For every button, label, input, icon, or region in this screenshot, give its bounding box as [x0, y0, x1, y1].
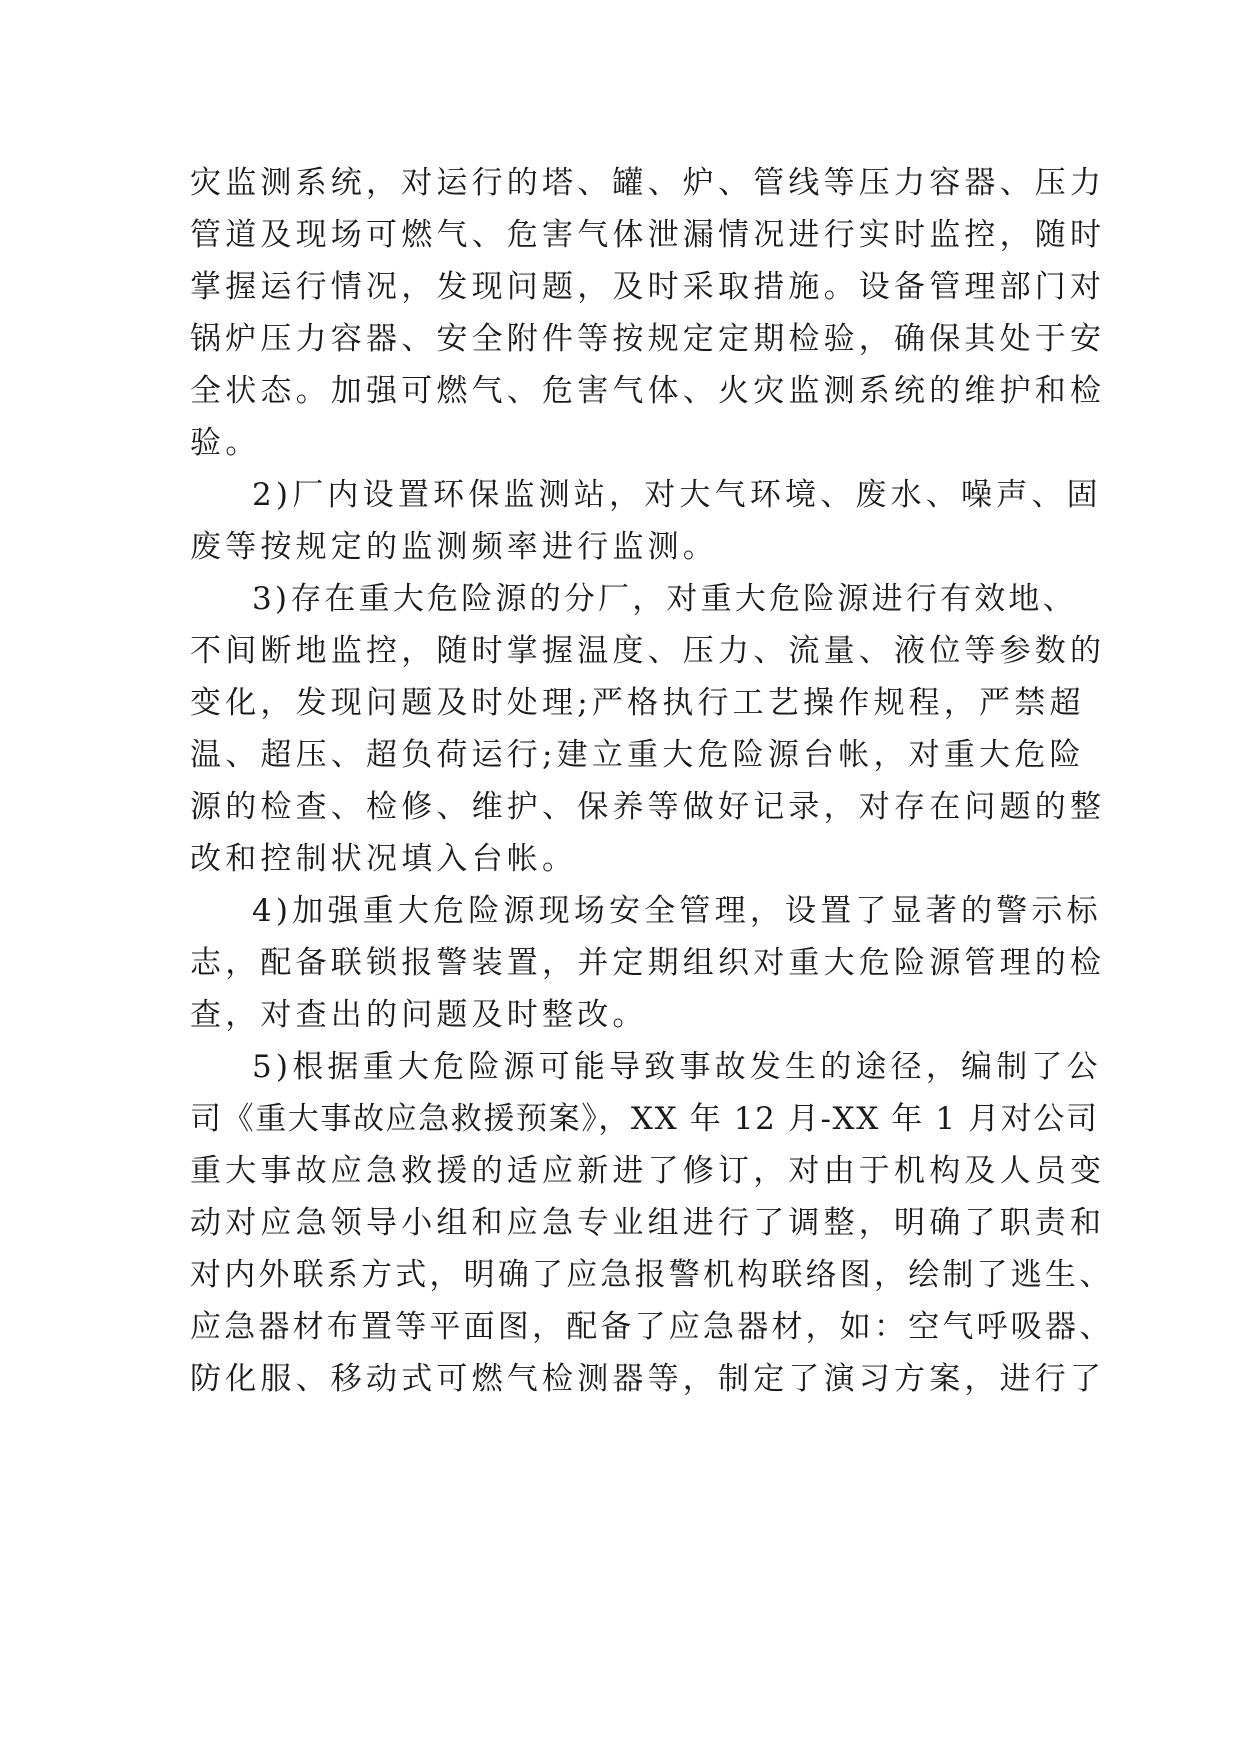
- text-line: 温、超压、超负荷运行;建立重大危险源台帐，对重大危险: [190, 737, 1085, 773]
- text-line: 司《重大事故应急救援预案》，XX 年 12 月-XX 年 1 月对公司: [190, 1101, 1099, 1137]
- text-line: 灾监测系统，对运行的塔、罐、炉、管线等压力容器、压力: [190, 165, 1106, 201]
- text-line: 志，配备联锁报警装置，并定期组织对重大危险源管理的检: [190, 945, 1106, 981]
- text-line: 5)根据重大危险源可能导致事故发生的途径，编制了公: [252, 1049, 1102, 1085]
- paragraph-1: [190, 157, 1106, 469]
- text-line: 掌握运行情况，发现问题，及时采取措施。设备管理部门对: [190, 269, 1106, 305]
- text-line: 废等按规定的监测频率进行监测。: [190, 529, 718, 565]
- text-line: 3)存在重大危险源的分厂，对重大危险源进行有效地、: [252, 581, 1077, 617]
- text-line: 防化服、移动式可燃气检测器等，制定了演习方案，进行了: [190, 1361, 1106, 1397]
- text-line: 2)厂内设置环保监测站，对大气环境、废水、噪声、固: [252, 477, 1102, 513]
- text-line: 查，对查出的问题及时整改。: [190, 997, 648, 1033]
- text-line: 动对应急领导小组和应急专业组进行了调整，明确了职责和: [190, 1205, 1106, 1241]
- document-body: [190, 157, 1114, 1405]
- text-line: 对内外联系方式，明确了应急报警机构联络图，绘制了逃生、: [190, 1257, 1114, 1293]
- text-line: 锅炉压力容器、安全附件等按规定定期检验，确保其处于安: [190, 321, 1106, 357]
- text-line: 不间断地监控，随时掌握温度、压力、流量、液位等参数的: [190, 633, 1106, 669]
- text-line: 全状态。加强可燃气、危害气体、火灾监测系统的维护和检: [190, 373, 1106, 409]
- paragraph-5: [190, 1041, 1114, 1405]
- text-line: 4)加强重大危险源现场安全管理，设置了显著的警示标: [252, 893, 1102, 929]
- text-line: 管道及现场可燃气、危害气体泄漏情况进行实时监控，随时: [190, 217, 1106, 253]
- text-line: 变化，发现问题及时处理;严格执行工艺操作规程，严禁超: [190, 685, 1085, 721]
- paragraph-2: [190, 469, 1102, 573]
- paragraph-4: [190, 885, 1106, 1041]
- paragraph-3: [190, 573, 1106, 885]
- text-line: 应急器材布置等平面图，配备了应急器材，如：空气呼吸器、: [190, 1309, 1114, 1345]
- text-line: 验。: [190, 425, 261, 461]
- text-line: 改和控制状况填入台帐。: [190, 841, 578, 877]
- text-line: 重大事故应急救援的适应新进了修订，对由于机构及人员变: [190, 1153, 1106, 1189]
- text-line: 源的检查、检修、维护、保养等做好记录，对存在问题的整: [190, 789, 1106, 825]
